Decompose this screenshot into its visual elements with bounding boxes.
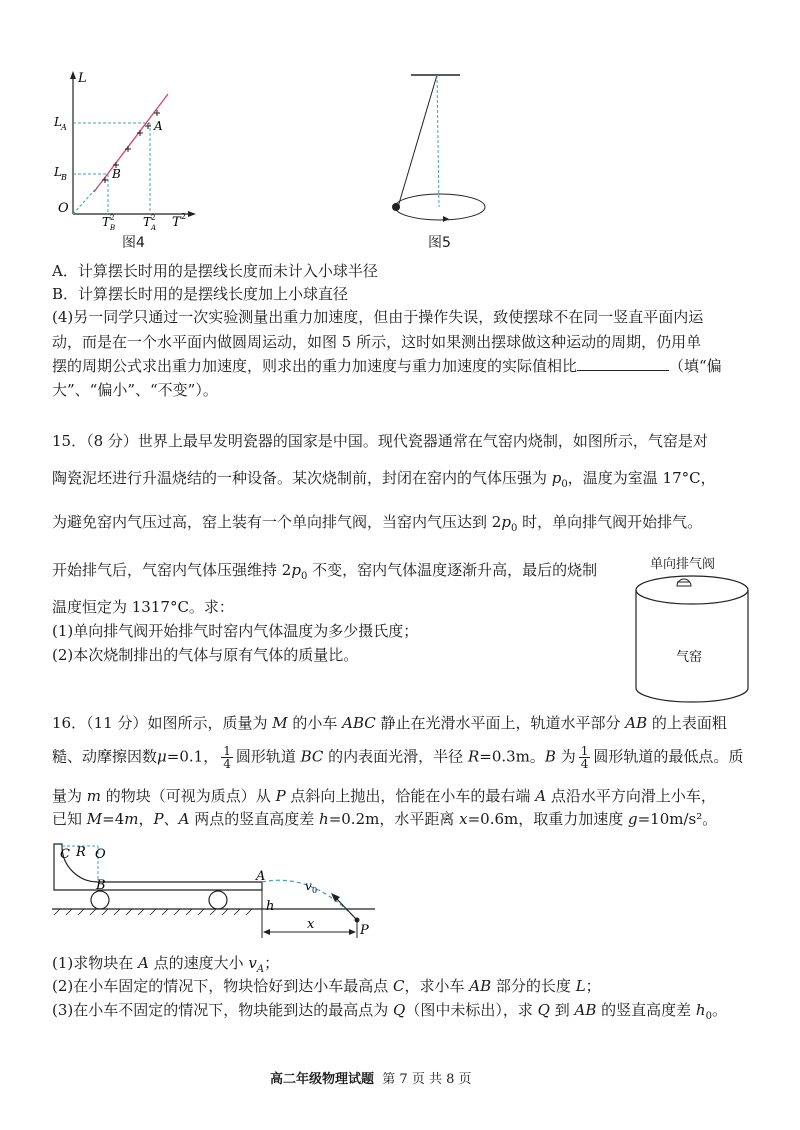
figure-5-pendulum — [385, 66, 495, 231]
q14-part4-line1: (4)另一同学只通过一次实验测量出重力加速度，但由于操作失误，致使摆球不在同一竖直平面内运 — [52, 308, 704, 326]
q15-line1: 15．（8 分）世界上最早发明瓷器的国家是中国。现代瓷器通常在气窑内烧制，如图所示，气窑是对 — [52, 432, 708, 450]
svg-text:2: 2 — [110, 214, 115, 222]
q15-line5: 温度恒定为 1317°C。求： — [52, 598, 234, 616]
cart-figure — [50, 838, 380, 948]
point-A-label: A — [154, 119, 163, 133]
figure-4-caption: 图4 — [122, 235, 145, 251]
orbit-ellipse — [395, 194, 485, 220]
wheel-right — [209, 891, 227, 909]
svg-text:2: 2 — [151, 214, 156, 222]
svg-text:h: h — [266, 899, 275, 914]
svg-text:O: O — [95, 847, 106, 862]
page-number: 第 7 页 共 8 页 — [382, 1072, 472, 1087]
fraction-one-quarter-2: $\frac{1}{4}$ — [580, 744, 589, 771]
q15-sub2: (2)本次烧制排出的气体与原有气体的质量比。 — [52, 646, 359, 664]
q16-sub3: (3)在小车不固定的情况下，物块能到达的最高点为 Q（图中未标出），求 Q 到 AB 的竖直高度差 $h_0$。 — [52, 1001, 727, 1022]
svg-text:2: 2 — [181, 212, 187, 221]
q15-sub1: (1)单向排气阀开始排气时窑内气体温度为多少摄氏度； — [52, 622, 419, 640]
q16-line3: 量为 m 的物块（可视为质点）从 P 点斜向上抛出，恰能在小车的最右端 A 点沿水平方向滑上小车， — [52, 787, 716, 805]
q16-line1: 16．（11 分）如图所示，质量为 M 的小车 ABC 静止在光滑水平面上，轨道水平部分 AB 的上表面粗 — [52, 714, 727, 732]
q16-line2: 糙、动摩擦因数μ=0.1， $\frac{1}{4}$ 圆形轨道 BC 的内表面光滑，半径 R=0.3m。B 为 $\frac{1}{4}$ 圆形轨道的最低点。质 — [52, 744, 744, 771]
axis-x-label: T — [172, 215, 181, 230]
q16-line4: 已知 M=4m，P、A 两点的竖直高度差 h=0.2m，水平距离 x=0.6m，取重力加速度 g=10m/s²。 — [52, 810, 718, 828]
point-B-label: B — [112, 167, 121, 181]
pendulum-bob — [392, 203, 400, 211]
axis-y-label: L — [78, 71, 87, 86]
svg-text:x: x — [307, 917, 315, 932]
q16-sub2: (2)在小车固定的情况下，物块恰好到达小车最高点 C，求小车 AB 部分的长度 L； — [52, 977, 601, 995]
tick-TB: T — [102, 215, 111, 229]
kiln-figure — [630, 570, 755, 710]
q16-sub1: (1)求物块在 A 点的速度大小 $v_A$； — [52, 954, 280, 975]
wheel-left — [91, 891, 109, 909]
svg-text:C: C — [60, 847, 70, 862]
tick-LA: L — [54, 115, 62, 129]
q14-part4-line3: 摆的周期公式求出重力加速度，则求出的重力加速度与重力加速度的实际值相比 （填“偏 — [52, 357, 722, 375]
answer-blank[interactable] — [577, 356, 669, 371]
svg-text:v: v — [305, 879, 312, 893]
svg-text:A: A — [151, 224, 157, 231]
figure-4-graph — [50, 66, 200, 231]
q14-option-b: B．计算摆长时用的是摆线长度加上小球直径 — [52, 285, 349, 303]
fraction-one-quarter: $\frac{1}{4}$ — [223, 744, 231, 771]
svg-text:0: 0 — [312, 886, 318, 895]
figure-5-caption: 图5 — [428, 235, 451, 251]
q14-part4-line2: 动，而是在一个水平面内做圆周运动，如图 5 所示，这时如果测出摆球做这种运动的周期，仍用单 — [52, 333, 702, 351]
svg-text:B: B — [96, 878, 106, 893]
kiln-label: 气窑 — [676, 650, 703, 665]
q15-line3: 为避免窑内气压过高，窑上装有一个单向排气阀，当窑内气压达到 $2p_0$ 时，单向排气阀开始排气。 — [52, 513, 703, 534]
origin-label: O — [58, 201, 69, 216]
svg-text:P: P — [360, 923, 369, 938]
tick-LB: L — [54, 165, 62, 179]
svg-text:R: R — [76, 845, 86, 860]
exam-title: 高二年级物理试题 — [270, 1072, 375, 1087]
q15-line2: 陶瓷泥坯进行升温烧结的一种设备。某次烧制前，封闭在窑内的气体压强为 $p_0$，温度为室温 17°C， — [52, 469, 716, 490]
page-footer — [270, 1068, 472, 1087]
svg-text:A: A — [256, 869, 266, 884]
svg-text:B: B — [110, 224, 116, 231]
tick-TA: T — [143, 215, 152, 229]
q14-option-a: A．计算摆长时用的是摆线长度而未计入小球半径 — [52, 262, 378, 280]
q15-line4: 开始排气后，气窑内气体压强维持 $2p_0$ 不变，窑内气体温度逐渐升高，最后的烧制 — [52, 561, 598, 582]
svg-text:A: A — [61, 123, 67, 132]
kiln-valve-label: 单向排气阀 — [650, 557, 716, 572]
q14-part4-line4: 大”、“偏小”、“不变”）。 — [52, 381, 218, 399]
svg-text:B: B — [61, 173, 67, 182]
